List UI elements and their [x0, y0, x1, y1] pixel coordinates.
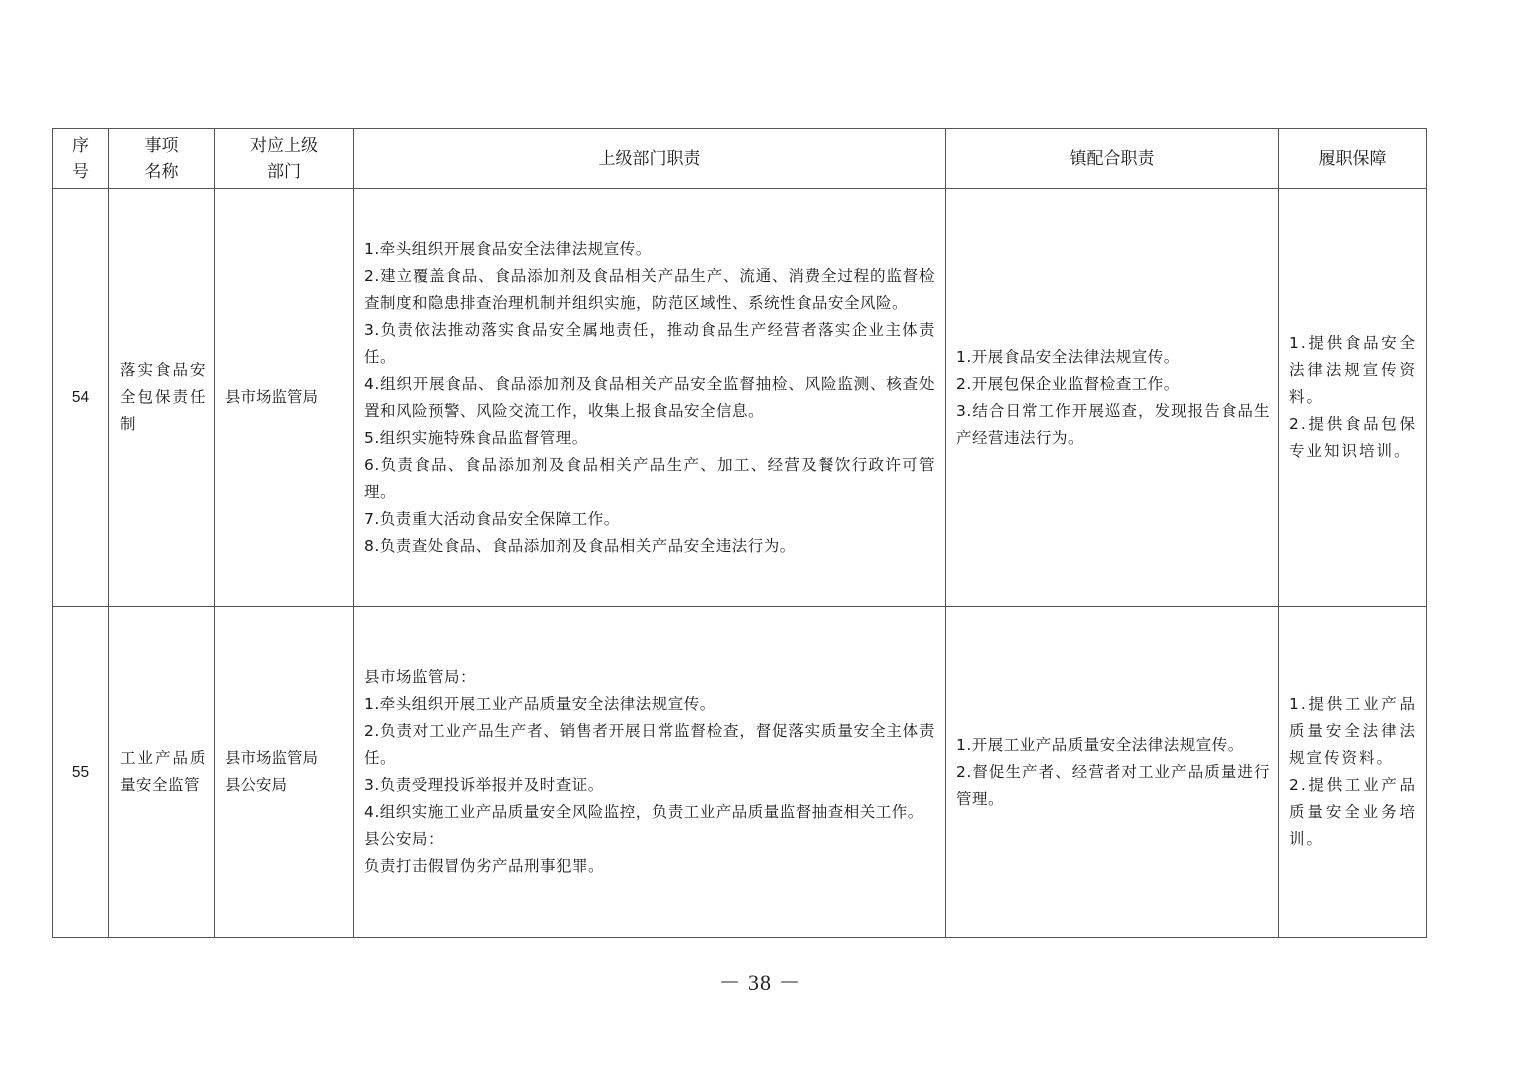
duty-line: 3.负责依法推动落实食品安全属地责任，推动食品生产经营者落实企业主体责任。 [364, 320, 935, 366]
duty-line: 负责打击假冒伪劣产品刑事犯罪。 [364, 857, 605, 875]
guarantee-line: 1.提供工业产品质量安全法律法规宣传资料。 [1289, 695, 1417, 767]
item-name-text: 落实食品安全包保责任制 [120, 361, 206, 433]
row-number: 54 [53, 189, 109, 607]
header-no-line-1: 序 [72, 135, 89, 156]
upper-duties [354, 607, 946, 938]
duty-line: 县公安局： [364, 830, 445, 848]
duty-line: 8.负责查处食品、食品添加剂及食品相关产品安全违法行为。 [364, 536, 796, 555]
duty-line: 1.牵头组织开展食品安全法律法规宣传。 [364, 239, 652, 258]
duty-table [52, 128, 1427, 938]
row-number: 55 [53, 607, 109, 938]
department-name: 县公安局 [225, 776, 288, 794]
town-duty-line: 2.开展包保企业监督检查工作。 [956, 374, 1180, 393]
duty-line: 县市场监管局： [364, 668, 477, 686]
duty-line: 7.负责重大活动食品安全保障工作。 [364, 509, 620, 528]
header-no-line-2: 号 [72, 161, 89, 182]
item-name-text: 工业产品质量安全监管 [120, 749, 206, 794]
header-dept-line-1: 对应上级 [250, 135, 318, 156]
header-dept [215, 129, 354, 189]
header-item-line-1: 事项 [144, 135, 179, 156]
table-row [53, 607, 1427, 938]
header-no [53, 129, 109, 189]
duty-line: 4.组织开展食品、食品添加剂及食品相关产品安全监督抽检、风险监测、核查处置和风险预警、风险交流工作，收集上报食品安全信息。 [364, 374, 935, 420]
guarantees [1279, 189, 1427, 607]
duty-line: 5.组织实施特殊食品监督管理。 [364, 428, 588, 447]
guarantee-line: 2.提供食品包保专业知识培训。 [1289, 415, 1417, 460]
guarantee-line: 1.提供食品安全法律法规宣传资料。 [1289, 334, 1417, 406]
page-number: － 38 － [718, 970, 802, 995]
header-upper-duties: 上级部门职责 [354, 129, 946, 189]
header-dept-line-2: 部门 [267, 161, 301, 182]
duty-line: 1.牵头组织开展工业产品质量安全法律法规宣传。 [364, 695, 716, 713]
header-row [53, 129, 1427, 189]
town-duties [946, 607, 1279, 938]
town-duty-line: 3.结合日常工作开展巡查，发现报告食品生产经营违法行为。 [956, 401, 1270, 447]
upper-duties [354, 189, 946, 607]
town-duty-line: 1.开展食品安全法律法规宣传。 [956, 347, 1180, 366]
duty-line: 2.负责对工业产品生产者、销售者开展日常监督检查，督促落实质量安全主体责任。 [364, 722, 935, 767]
header-item [109, 129, 215, 189]
duty-line: 6.负责食品、食品添加剂及食品相关产品生产、加工、经营及餐饮行政许可管理。 [364, 455, 935, 501]
duty-line: 2.建立覆盖食品、食品添加剂及食品相关产品生产、流通、消费全过程的监督检查制度和隐患排查治理机制并组织实施，防范区域性、系统性食品安全风险。 [364, 266, 935, 312]
header-item-line-2: 名称 [144, 161, 179, 182]
town-duty-line: 1.开展工业产品质量安全法律法规宣传。 [956, 735, 1244, 754]
header-guarantee: 履职保障 [1279, 129, 1427, 189]
duty-line: 3.负责受理投诉举报并及时查证。 [364, 776, 604, 794]
header-town-duties: 镇配合职责 [946, 129, 1279, 189]
department-name: 县市场监管局 [225, 749, 319, 767]
item-name [109, 189, 215, 607]
table-row [53, 189, 1427, 607]
department [215, 607, 354, 938]
duty-line: 4.组织实施工业产品质量安全风险监控，负责工业产品质量监督抽查相关工作。 [364, 803, 924, 821]
item-name [109, 607, 215, 938]
town-duty-line: 2.督促生产者、经营者对工业产品质量进行管理。 [956, 762, 1270, 808]
guarantee-line: 2.提供工业产品质量安全业务培训。 [1289, 776, 1417, 848]
department-name: 县市场监管局 [225, 388, 319, 406]
department [215, 189, 354, 607]
guarantees [1279, 607, 1427, 938]
town-duties [946, 189, 1279, 607]
